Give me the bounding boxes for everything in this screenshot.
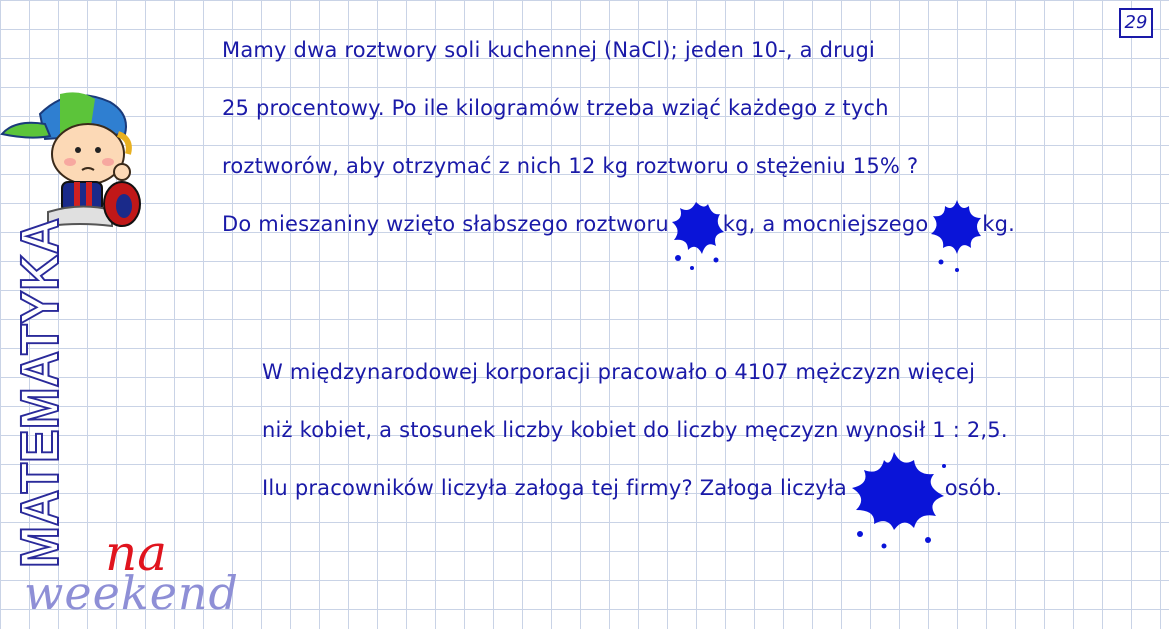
problem1-line4-part-a: Do mieszaniny wzięto słabszego roztworu — [222, 212, 669, 236]
problem2-line3-part-a: Ilu pracowników liczyła załoga tej firmy? Załoga liczyła — [262, 476, 847, 500]
page-number: 29 — [1119, 8, 1153, 38]
problem1-line1: Mamy dwa roztwory soli kuchennej (NaCl); jeden 10-, a drugi — [222, 38, 876, 62]
problem1-line4 — [222, 212, 1015, 238]
problem2-line3 — [262, 476, 1002, 502]
brand-na: na — [105, 524, 168, 582]
vertical-title — [10, 192, 70, 568]
problem2-line1: W międzynarodowej korporacji pracowało o 4107 mężczyzn więcej — [262, 360, 976, 384]
problem1-line4-part-c: kg. — [982, 212, 1016, 236]
ink-blot-answer-3[interactable] — [854, 476, 938, 502]
problem2-line2: niż kobiet, a stosunek liczby kobiet do liczby męczyzn wynosił 1 : 2,5. — [262, 418, 1008, 442]
ink-blot-answer-1[interactable] — [676, 212, 716, 238]
problem1-line4-part-b: kg, a mocniejszego — [722, 212, 929, 236]
kid-illustration — [0, 84, 150, 234]
brand-weekend: weekend — [24, 566, 239, 620]
problem2-line3-part-b: osób. — [944, 476, 1003, 500]
problem1-line3: roztworów, aby otrzymać z nich 12 kg roztworu o stężeniu 15% ? — [222, 154, 919, 178]
vertical-title-text: MATEMATYKA — [10, 192, 70, 568]
ink-blot-answer-2[interactable] — [935, 212, 975, 238]
problem1-line2: 25 procentowy. Po ile kilogramów trzeba wziąć każdego z tych — [222, 96, 889, 120]
